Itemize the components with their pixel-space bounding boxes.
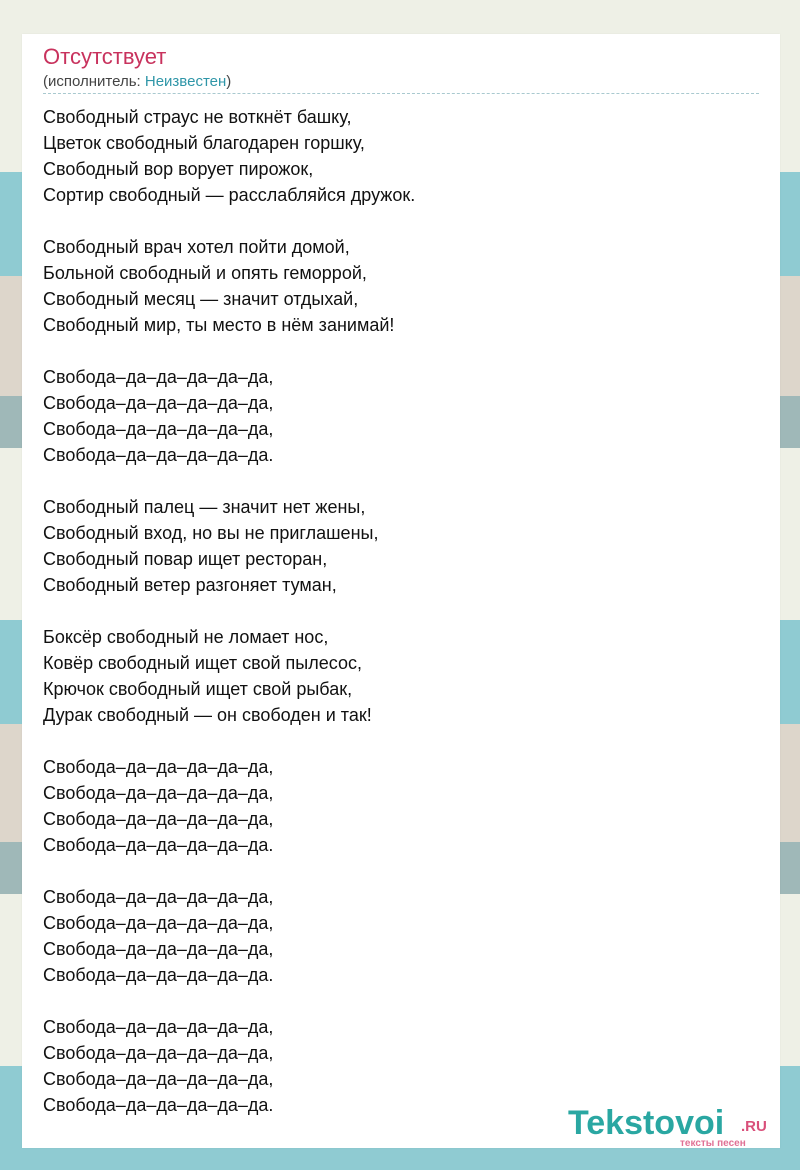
song-title: Отсутствует — [43, 44, 167, 69]
lyrics-stanza — [43, 754, 759, 858]
lyrics-line: Свобода–да–да–да–да–да. — [43, 965, 274, 985]
lyrics-line: Свобода–да–да–да–да–да, — [43, 367, 274, 387]
lyrics-line: Свобода–да–да–да–да–да, — [43, 757, 274, 777]
lyrics-line: Больной свободный и опять геморрой, — [43, 263, 367, 283]
lyrics-line: Свобода–да–да–да–да–да, — [43, 1017, 274, 1037]
lyrics-line: Свобода–да–да–да–да–да, — [43, 809, 274, 829]
lyrics-line: Свободный страус не воткнёт башку, — [43, 107, 352, 127]
lyrics-line: Крючок свободный ищет свой рыбак, — [43, 679, 353, 699]
artist-link[interactable]: Неизвестен — [144, 73, 227, 90]
lyrics-line: Свободный вор ворует пирожок, — [43, 159, 314, 179]
logo-tld-text: .RU — [741, 1118, 767, 1135]
lyrics-stanza — [43, 494, 759, 598]
lyrics-line: Сортир свободный — расслабляйся дружок. — [43, 185, 416, 205]
lyrics-line: Свободный мир, ты место в нём занимай! — [43, 315, 395, 335]
lyrics-line: Боксёр свободный не ломает нос, — [43, 627, 329, 647]
lyrics-line: Свободный врач хотел пойти домой, — [43, 237, 350, 257]
logo-main-text: Tekstovoi — [568, 1104, 725, 1142]
lyrics-line: Свободный повар ищет ресторан, — [43, 549, 328, 569]
lyrics-line: Ковёр свободный ищет свой пылесос, — [43, 653, 362, 673]
lyrics-line: Свобода–да–да–да–да–да. — [43, 1095, 274, 1115]
lyrics-line: Свободный палец — значит нет жены, — [43, 497, 366, 517]
lyrics-line: Свобода–да–да–да–да–да. — [43, 445, 274, 465]
lyrics-card — [22, 34, 780, 1148]
artist-line — [43, 73, 231, 90]
lyrics-line: Свобода–да–да–да–да–да, — [43, 419, 274, 439]
divider — [43, 93, 759, 94]
lyrics-line: Свободный месяц — значит отдыхай, — [43, 289, 359, 309]
site-logo[interactable] — [568, 1104, 778, 1148]
lyrics-line: Свобода–да–да–да–да–да, — [43, 887, 274, 907]
lyrics-line: Свобода–да–да–да–да–да, — [43, 783, 274, 803]
lyrics-line: Свободный ветер разгоняет туман, — [43, 575, 337, 595]
lyrics-stanza — [43, 234, 759, 338]
lyrics-line: Свобода–да–да–да–да–да, — [43, 393, 274, 413]
lyrics-line: Свобода–да–да–да–да–да, — [43, 1043, 274, 1063]
lyrics-stanza — [43, 624, 759, 728]
lyrics-line: Дурак свободный — он свободен и так! — [43, 705, 372, 725]
logo-subtitle: тексты песен — [680, 1138, 746, 1149]
artist-suffix: ) — [226, 73, 232, 90]
lyrics-stanza — [43, 364, 759, 468]
lyrics-line: Свобода–да–да–да–да–да, — [43, 1069, 274, 1089]
lyrics-line: Свобода–да–да–да–да–да, — [43, 939, 274, 959]
lyrics-stanza — [43, 1014, 759, 1118]
lyrics-line: Цветок свободный благодарен горшку, — [43, 133, 365, 153]
lyrics-line: Свободный вход, но вы не приглашены, — [43, 523, 379, 543]
lyrics-body — [43, 104, 759, 1118]
lyrics-stanza — [43, 104, 759, 208]
artist-prefix: (исполнитель: — [43, 73, 145, 90]
lyrics-line: Свобода–да–да–да–да–да. — [43, 835, 274, 855]
lyrics-stanza — [43, 884, 759, 988]
lyrics-line: Свобода–да–да–да–да–да, — [43, 913, 274, 933]
